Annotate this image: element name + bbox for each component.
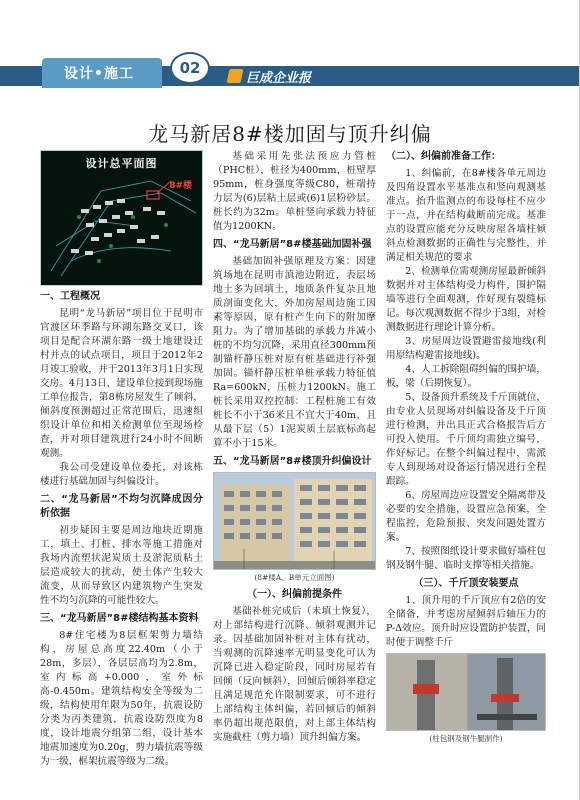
elevation-photo-caption: (8#楼A、B单元立面图) [254, 573, 335, 582]
building-elevation-drawing [214, 473, 376, 570]
subsection-3-heading: （三）、千斤顶安装要点 [413, 578, 519, 589]
column-2 [213, 150, 376, 745]
section-5-heading: 五、“龙马新居”8#楼顶升纠偏设计 [213, 456, 372, 467]
column-1 [40, 150, 203, 769]
subsection-1-heading: （一）、纠偏前提条件 [247, 589, 342, 600]
section-3-paragraph: 8#住宅楼为8层框架剪力墙结构，房屋总高度22.40m（小于28m，多层），各层层高均为2.8m，室内标高+0.000，室外标高-0.450m。建筑结构安全等级为二级，结构使用年限为50年，抗震设防分类为丙类建筑，抗震设防烈度为8度，设计地震分组第二组，设计基本地震加速度为0.20g，剪力墙抗震等级为一级，框架抗震等级为二级。 [40, 630, 203, 767]
prep-item-2: 2、检测单位需观测房屋最新倾斜数据并对主体结构受力构件，围护隔墙等进行全面观测，作好现有裂缝标记。每次观测数据不得少于3组，对检测数据进行理论计算分析。 [386, 266, 546, 333]
steel-bracket-drawing [387, 654, 546, 731]
column-3 [386, 150, 546, 745]
section-1-heading: 一、工程概况 [40, 291, 100, 302]
building-elevation-photo [213, 472, 376, 570]
page-header [0, 0, 580, 100]
prep-item-4: 4、人工拆除阻碍纠偏的围护墙，板，梁（后期恢复）。 [386, 364, 546, 389]
logo-mark-icon [227, 69, 244, 83]
section-1-paragraph-2: 我公司受建设单位委托，对该栋楼进行基础加固与纠偏设计。 [40, 462, 203, 487]
prep-item-3: 3、房屋周边设置避雷接地线(利用原结构避雷接地线)。 [386, 336, 546, 361]
section-3-heading: 三、“龙马新居”8#楼结构基本资料 [40, 613, 199, 624]
page-number: 02 [170, 52, 210, 84]
logo-text: 巨成企业报 [246, 70, 312, 86]
prep-item-5: 5、设备顶升系统及千斤顶就位，由专业人员现场对纠偏设备及千斤顶进行检测，并出具正式合格报告后方可投入使用。千斤顶均需独立编号，作好标记。在整个纠偏过程中，需派专人到现场对设备运行情况进行全程跟踪。 [386, 392, 546, 487]
section-4-heading: 四、“龙马新居”8#楼基础加固补强 [213, 239, 372, 250]
section-4-paragraph: 基础加固补强原理及方案：因建筑场地在昆明市滇池边附近，表层场地土多为回填土，地质条件复杂且地质剖面变化大，外加房屋周边施工因素等原因，原有桩产生向下的附加摩阻力。为了增加基础的承载力并减小桩的不均匀沉降，采用直径300mm预制锚杆静压桩对原有桩基础进行补强加固。锚杆静压桩单桩承载力特征值Ra=600kN，压桩力1200kN。施工桩长采用双控控制：工程桩施工有效桩长不小于36米且不宜大于40m，且从最下层（5）1泥炭质土层底标高起算不小于15米。 [213, 256, 376, 449]
prep-item-1: 1、纠偏前，在8#楼各单元周边及四角设置水平基准点和竖向观测基准点。抬升监测点的布设每柱不应少于一点，并在结构截断前完成。基准点的设置应能充分反映房屋各墙柱倾斜点检测数据的正确性与完整性，并满足相关规范的要求 [386, 168, 546, 263]
site-plan-image [40, 150, 203, 286]
subsection-2-heading: （二）、纠偏前准备工作： [386, 151, 501, 162]
subsection-1-paragraph: 基础补桩完成后（未填土恢复），对上部结构进行沉降、倾斜观测并记录。因基础加固补桩对主体有扰动，当观测的沉降速率无明显变化可认为沉降已进入稳定阶段，同时房屋若有回倾（反向倾斜），回倾后倾斜率稳定且满足规范允许限制要求，可不进行上部结构主体纠偏，若回倾后的倾斜率仍超出规范限值，对上部主体结构实施截柱（剪力墙）顶升纠偏方案。 [213, 606, 376, 743]
building-8-label: 8#楼 [169, 181, 192, 191]
newspaper-logo [228, 66, 311, 86]
steel-bracket-photo [386, 653, 546, 731]
section-tab: 设计•施工 [42, 58, 162, 88]
prep-item-6: 6、房屋周边应设置安全隔离带及必要的安全措施，设置应急预案，全程监控，危险预报、突发问题处置方案。 [386, 490, 546, 543]
foundation-paragraph: 基础采用先张法预应力管桩（PHC桩），桩径为400mm，桩壁厚95mm，桩身强度等级C80，桩端持力层为(6)层粘土层或(6)1层粉砂层。桩长约为32m。单桩竖向承载力特征值为1200KN。 [213, 151, 376, 232]
site-plan-drawing [41, 151, 203, 286]
bracket-photo-caption: (柱包钢及钢牛腿制作) [429, 734, 503, 743]
prep-item-7: 7、按照图纸设计要求做好墙柱包钢及钢牛腿、临时支撑等相关措施。 [386, 546, 546, 571]
section-2-paragraph: 初步疑因主要是周边地块近期施工，填土、打桩、排水等施工措施对我场内流塑状泥炭质土及淤泥质粘土层造成较大的扰动，使土体产生较大流变，从而导致区内建筑物产生突发性不均匀沉降的可能性较大。 [40, 525, 203, 606]
site-plan-title: 设计总平面图 [85, 157, 158, 170]
section-2-heading: 二、“龙马新居”不均匀沉降成因分析依据 [40, 494, 203, 519]
article-title: 龙马新居8#楼加固与顶升纠偏 [148, 122, 432, 146]
jack-installation-paragraph: 1、顶升用的千斤顶应有2倍的安全储备，并考虑房屋倾斜后轴压力的P-Δ效应。顶升时应设置防护装置，同时便于调整千斤 [386, 595, 547, 648]
section-1-paragraph-1: 昆明“龙马新居”项目位于昆明市官渡区环季路与环湖东路交叉口，该项目是配合环湖东路一级土地建设迁村并点的试点项目，项目于2012年2月竣工验收，并于2013年3月1日实现交房。4月13日，建设单位接到现场施工单位报告，第8栋房屋发生了倾斜，倾斜度预测超过正常范围后，迅速组织设计单位和相关检测单位至现场检查，并对项目建筑进行24小时不间断观测。 [40, 308, 203, 459]
